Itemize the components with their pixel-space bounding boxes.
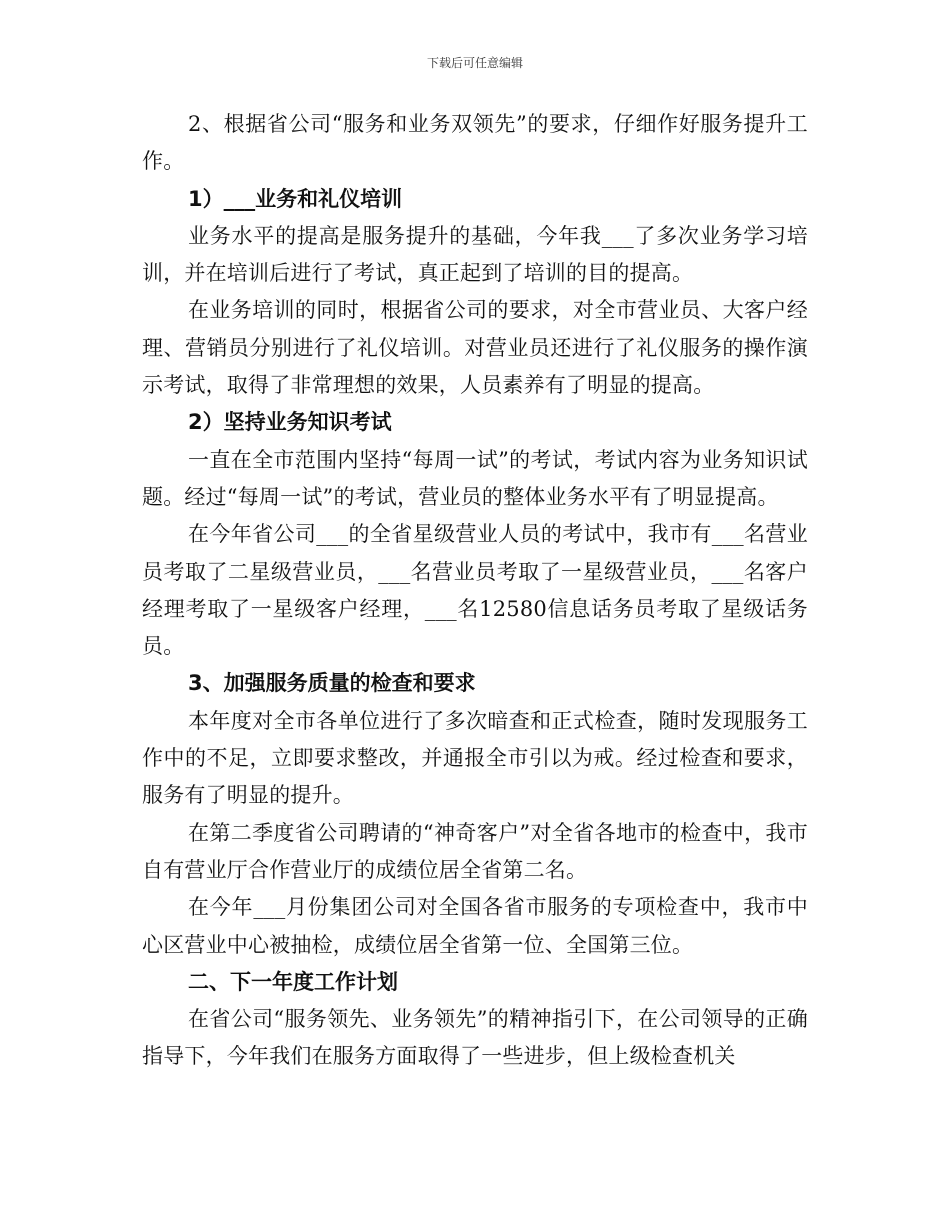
paragraph-mystery-customer: 在第二季度省公司聘请的“神奇客户”对全省各地市的检查中，我市自有营业厅合作营业厅的成绩位居全省第二名。 (142, 820, 808, 882)
paragraph-group-inspection: 在今年___月份集团公司对全国各省市服务的专项检查中，我市中心区营业中心被抽检，成绩位居全省第一位、全国第三位。 (142, 895, 808, 957)
paragraph-inspections: 本年度对全市各单位进行了多次暗查和正式检查，随时发现服务工作中的不足，立即要求整改，并通报全市引以为戒。经过检查和要求，服务有了明显的提升。 (142, 708, 808, 808)
heading-knowledge-exam: 2）坚持业务知识考试 (188, 410, 392, 435)
heading-quality-inspection: 3、加强服务质量的检查和要求 (188, 671, 476, 696)
heading-business-etiquette-training: 1）___业务和礼仪培训 (188, 186, 403, 211)
paragraph-star-rating-exam: 在今年省公司___的全省星级营业人员的考试中，我市有___名营业员考取了二星级营业员，___名营业员考取了一星级营业员，___名客户经理考取了一星级客户经理，___名12580信息话务员考取了星级话务员。 (142, 522, 808, 659)
page-header: 下载后可任意编辑 (426, 56, 523, 70)
document-body (142, 106, 808, 1076)
paragraph-weekly-exam: 一直在全市范围内坚持“每周一试”的考试，考试内容为业务知识试题。经过“每周一试”的考试，营业员的整体业务水平有了明显提高。 (142, 447, 808, 509)
paragraph-plan-intro: 在省公司“服务领先、业务领先”的精神指引下，在公司领导的正确指导下，今年我们在服务方面取得了一些进步，但上级检查机关 (142, 1007, 808, 1069)
paragraph-etiquette-training: 在业务培训的同时，根据省公司的要求，对全市营业员、大客户经理、营销员分别进行了礼仪培训。对营业员还进行了礼仪服务的操作演示考试，取得了非常理想的效果，人员素养有了明显的提高。 (142, 298, 808, 398)
paragraph-business-training: 业务水平的提高是服务提升的基础，今年我___了多次业务学习培训，并在培训后进行了考试，真正起到了培训的目的提高。 (142, 223, 808, 286)
heading-next-year-plan: 二、下一年度工作计划 (188, 969, 398, 994)
paragraph-service-improvement: 2、根据省公司“服务和业务双领先”的要求，仔细作好服务提升工作。 (142, 112, 808, 174)
